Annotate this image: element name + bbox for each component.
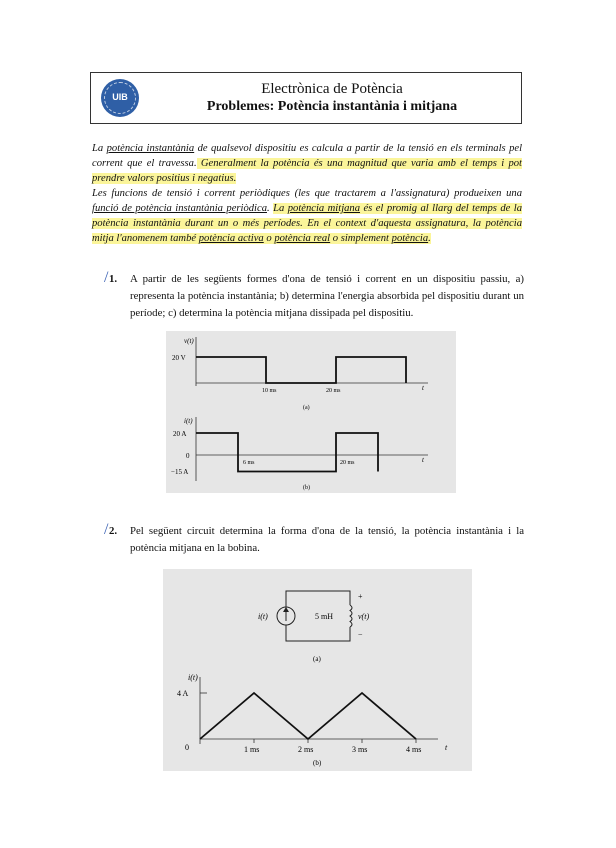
source-label: i(t) <box>258 612 268 621</box>
pen-mark-icon: / <box>104 269 109 286</box>
i-caption: (b) <box>303 485 310 491</box>
term-power: potència <box>391 233 429 244</box>
uib-logo <box>101 79 139 117</box>
problem-2 <box>104 521 524 557</box>
circuit-and-waveform <box>163 569 472 771</box>
peak-label: 4 A <box>177 689 189 698</box>
wave-caption: (b) <box>313 759 322 767</box>
page-header <box>90 72 522 124</box>
term-instantaneous-power: potència instantània <box>106 143 195 154</box>
wave-axis-label: i(t) <box>188 673 198 682</box>
intro-text-run: . <box>267 203 274 214</box>
i-tick-6ms: 6 ms <box>243 460 255 466</box>
voltage-label: v(t) <box>358 612 370 621</box>
time-ticks <box>244 739 421 754</box>
term-real-power: potència real <box>274 233 331 244</box>
intro-paragraph-2 <box>92 186 522 246</box>
v-t-label: t <box>422 384 424 392</box>
waveform-plot <box>166 331 456 493</box>
i-zero-label: 0 <box>186 452 190 460</box>
circuit-caption: (a) <box>313 655 321 663</box>
i-low-label: −15 A <box>171 468 189 476</box>
intro-text-run: La <box>273 203 288 214</box>
document-title: Electrònica de Potència <box>261 81 403 97</box>
intro-text-run: de qualsevol dispositiu es calcula a partir de la tensió en els terminals pel corrent que el travessa. <box>92 143 523 169</box>
term-active-power: potència activa <box>198 233 264 244</box>
v-tick-20ms: 20 ms <box>326 388 341 394</box>
problem-text: Pel següent circuit determina la forma d'ona de la tensió, la potència instantània i la potència mitjana en la bobina. <box>130 525 524 554</box>
term-average-power: potència mitjana <box>287 203 361 214</box>
highlighted-text: Generalment la potència és una magnitud que varia amb el temps i pot prendre valors positius i negatius. <box>92 158 522 184</box>
intro-text-run: o simplement <box>330 233 392 244</box>
figure-2-circuit <box>163 569 472 771</box>
intro-text-run: és el promig al llarg del temps de la potència instantània durant un o més períodes. En el context d'aquesta assignatura, la potència mitja l'anomenem també <box>92 203 523 244</box>
time-tick-label: 2 ms <box>298 745 314 754</box>
intro-paragraph-1 <box>92 141 522 186</box>
intro-text <box>92 141 522 246</box>
intro-text-run: . <box>428 233 431 244</box>
term-periodic-power: funció de potència instantània periòdica <box>92 203 267 214</box>
intro-text-run: La <box>92 143 107 154</box>
problem-number: 1. <box>109 273 118 285</box>
i-t-label: t <box>422 456 424 464</box>
i-axis-label: i(t) <box>184 417 193 425</box>
time-tick-label: 3 ms <box>352 745 368 754</box>
document-subtitle: Problemes: Potència instantània i mitjana <box>206 99 458 114</box>
minus-sign: − <box>358 630 363 639</box>
inductor-value: 5 mH <box>315 612 333 621</box>
time-tick-label: 4 ms <box>406 745 422 754</box>
logo-text: UIB <box>112 92 128 102</box>
i-tick-20ms: 20 ms <box>340 460 355 466</box>
problem-1 <box>104 269 524 322</box>
v-axis-label: v(t) <box>184 337 194 345</box>
pen-mark-icon: / <box>104 521 109 538</box>
v-tick-10ms: 10 ms <box>262 388 277 394</box>
problem-text: A partir de les següents formes d'ona de tensió i corrent en un dispositiu passiu, a) representa la potència instantània; b) determina l'energia absorbida pel dispositiu durant un període; c) determina la potència mitjana dissipada pel dispositiu. <box>130 273 524 319</box>
problem-number: 2. <box>109 525 118 537</box>
v-level-label: 20 V <box>172 354 186 362</box>
zero-label: 0 <box>185 743 189 752</box>
time-tick-label: 1 ms <box>244 745 260 754</box>
i-high-label: 20 A <box>173 430 187 438</box>
intro-text-run: Les funcions de tensió i corrent periòdiques (les que tractarem a l'assignatura) produeixen una <box>92 188 522 199</box>
v-waveform <box>196 357 406 383</box>
v-caption: (a) <box>303 405 310 411</box>
wave-t-label: t <box>445 743 448 752</box>
intro-text-run: o <box>263 233 275 244</box>
plus-sign: + <box>358 592 363 601</box>
triangle-waveform <box>200 693 416 739</box>
figure-1-waveforms <box>166 331 456 493</box>
